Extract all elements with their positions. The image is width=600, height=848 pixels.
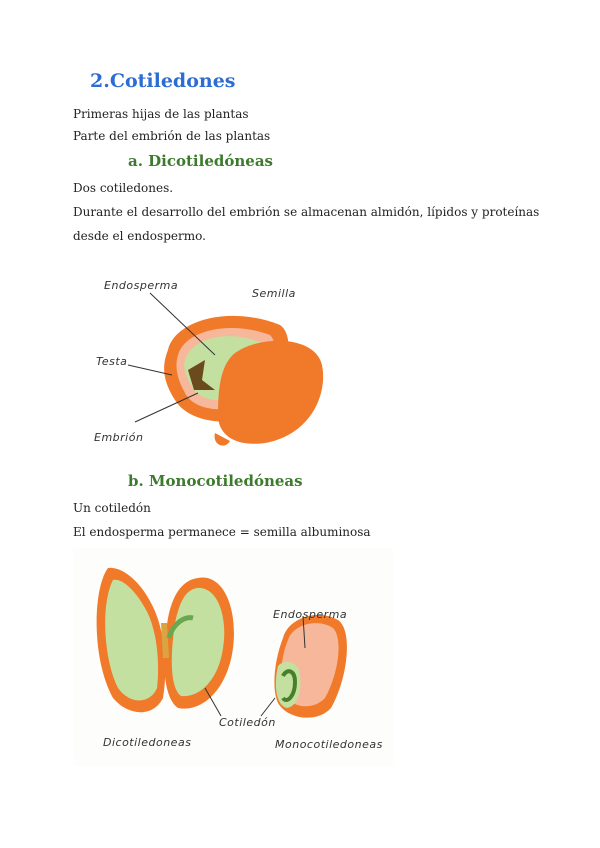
label-seed: Semilla — [252, 287, 296, 300]
section-a-line-2: Durante el desarrollo del embrión se almacenan almidón, lípidos y proteínas — [73, 205, 540, 219]
comparison-figure — [73, 548, 393, 766]
label-monocot: Monocotiledoneas — [275, 738, 383, 751]
label-dicot: Dicotiledoneas — [103, 736, 192, 749]
page-title: 2.Cotiledones — [90, 70, 236, 92]
label-mono-endosperm: Endosperma — [273, 608, 348, 621]
section-b-line-2: El endosperma permanece = semilla albuminosa — [73, 525, 371, 539]
cotyledon-blob — [218, 341, 323, 444]
dicot-seed-figure — [90, 265, 350, 455]
label-embryo: Embrión — [94, 431, 144, 444]
section-a-title: a. Dicotiledóneas — [128, 152, 273, 170]
section-b-title: b. Monocotiledóneas — [128, 472, 303, 490]
intro-line-2: Parte del embrión de las plantas — [73, 129, 271, 143]
intro-line-1: Primeras hijas de las plantas — [73, 107, 249, 121]
section-a-line-3: desde el endospermo. — [73, 229, 206, 243]
label-cotyledon: Cotiledón — [219, 716, 276, 729]
label-testa: Testa — [96, 355, 128, 368]
section-b-line-1: Un cotiledón — [73, 501, 151, 515]
section-a-line-1: Dos cotiledones. — [73, 181, 174, 195]
label-endosperm: Endosperma — [104, 279, 179, 292]
